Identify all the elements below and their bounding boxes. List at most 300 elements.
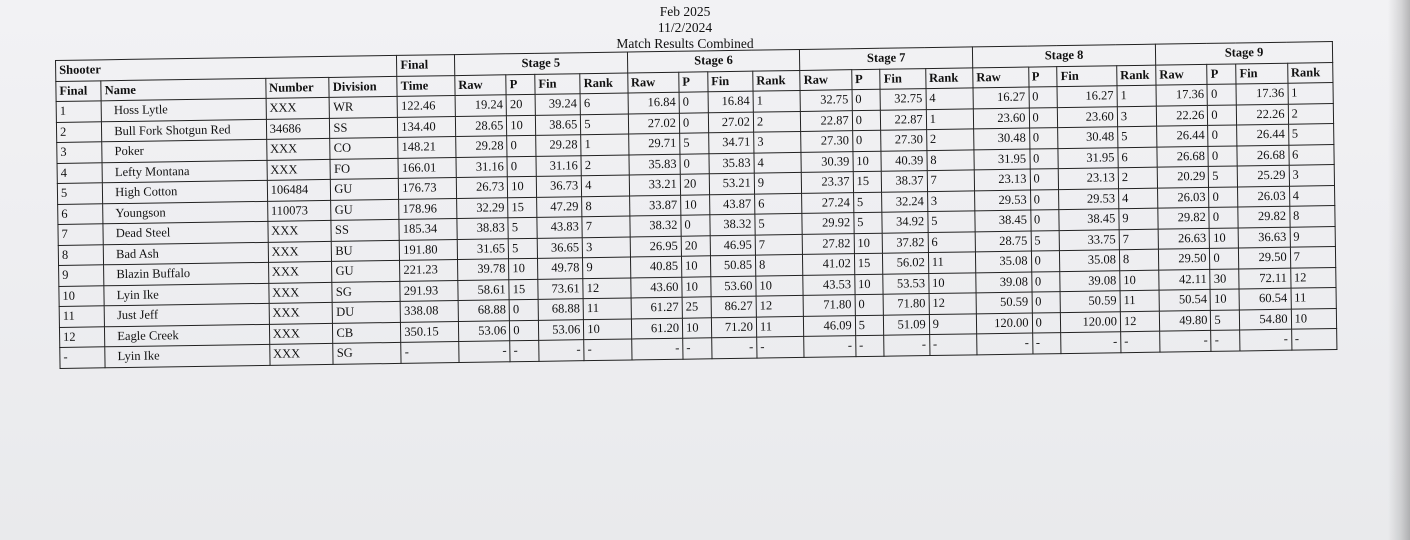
penalty-header: P: [1028, 66, 1057, 87]
stage8-fin-cell: 16.27: [1057, 86, 1117, 107]
stage9-raw-cell: 49.80: [1159, 310, 1211, 331]
stage9-header: Stage 9: [1155, 42, 1332, 65]
stage6-rank-cell: 9: [754, 172, 802, 193]
division-cell: GU: [332, 260, 400, 282]
final-time-cell: 178.96: [399, 198, 457, 219]
stage8-p-cell: 0: [1029, 128, 1058, 149]
stage5-p-cell: 0: [509, 299, 538, 320]
stage6-rank-cell: 4: [754, 152, 802, 173]
stage9-p-cell: 0: [1208, 145, 1237, 166]
final-group-header: Final: [397, 55, 455, 76]
shooter-name-cell: Hoss Lytle: [101, 98, 266, 121]
rank-header: Rank: [1287, 62, 1333, 83]
stage8-rank-cell: 4: [1118, 188, 1157, 209]
final-rank-cell: 5: [57, 183, 103, 204]
stage7-rank-cell: 1: [926, 108, 974, 129]
raw-header: Raw: [1156, 64, 1208, 85]
stage5-fin-cell: 36.65: [537, 237, 583, 258]
stage5-fin-cell: 43.83: [537, 217, 583, 238]
stage7-p-cell: 0: [852, 130, 881, 151]
stage9-fin-cell: 22.26: [1236, 104, 1288, 125]
shooter-group-header: Shooter: [56, 55, 398, 81]
stage6-rank-cell: 3: [754, 131, 802, 152]
stage7-fin-cell: 34.92: [882, 212, 928, 233]
shooter-number-cell: 110073: [267, 200, 331, 221]
stage5-p-cell: 10: [507, 115, 536, 136]
division-cell: CB: [333, 322, 401, 344]
stage5-raw-cell: 39.78: [457, 259, 509, 280]
stage5-rank-cell: 4: [582, 175, 630, 196]
stage6-fin-cell: 50.85: [710, 255, 756, 276]
stage9-rank-cell: 11: [1291, 288, 1337, 309]
stage8-p-cell: 0: [1029, 107, 1058, 128]
report-date: 11/2/2024: [657, 20, 713, 35]
stage7-raw-cell: 23.37: [802, 172, 854, 193]
stage6-rank-cell: -: [757, 336, 805, 357]
stage8-rank-cell: 11: [1120, 290, 1159, 311]
division-cell: SG: [332, 281, 400, 303]
stage7-fin-cell: 32.75: [880, 89, 926, 110]
stage8-raw-cell: 38.45: [975, 210, 1031, 231]
shooter-number-cell: XXX: [269, 302, 333, 323]
stage6-p-cell: 5: [680, 133, 709, 154]
stage8-raw-cell: -: [977, 333, 1033, 354]
stage7-raw-cell: 32.75: [800, 90, 852, 111]
stage9-fin-cell: 29.82: [1238, 206, 1290, 227]
stage9-rank-cell: 1: [1288, 83, 1334, 104]
stage8-rank-cell: 5: [1118, 126, 1157, 147]
stage8-fin-cell: 50.59: [1060, 291, 1120, 312]
stage5-fin-cell: 68.88: [538, 299, 584, 320]
stage9-rank-cell: 2: [1288, 103, 1334, 124]
stage6-p-cell: 20: [681, 235, 710, 256]
raw-header: Raw: [973, 67, 1029, 88]
penalty-header: P: [506, 74, 535, 95]
final-rank-cell: 1: [56, 101, 102, 122]
stage9-raw-cell: 26.44: [1157, 125, 1209, 146]
stage9-raw-cell: 22.26: [1156, 105, 1208, 126]
shooter-name-cell: Youngson: [103, 201, 268, 224]
stage8-rank-cell: 2: [1118, 167, 1157, 188]
stage9-p-cell: 0: [1208, 125, 1237, 146]
stage5-p-cell: 10: [509, 258, 538, 279]
stage8-rank-cell: 6: [1118, 147, 1157, 168]
stage5-raw-cell: 19.24: [455, 95, 507, 116]
penalty-header: P: [679, 71, 708, 92]
division-cell: CO: [330, 137, 398, 159]
stage7-rank-cell: 8: [927, 149, 975, 170]
stage7-rank-cell: 9: [929, 313, 977, 334]
stage7-p-cell: 5: [855, 315, 884, 336]
stage6-rank-cell: 1: [753, 90, 801, 111]
stage6-rank-cell: 12: [756, 295, 804, 316]
stage9-raw-cell: 26.68: [1157, 146, 1209, 167]
results-sheet: [55, 41, 1339, 368]
stage9-fin-cell: -: [1240, 329, 1292, 350]
stage8-p-cell: -: [1032, 333, 1061, 354]
stage5-raw-cell: 68.88: [458, 300, 510, 321]
stage6-raw-cell: 33.21: [629, 174, 681, 195]
stage6-fin-cell: 43.87: [709, 194, 755, 215]
final-rank-cell: 2: [56, 121, 102, 142]
stage5-p-cell: 0: [510, 320, 539, 341]
shooter-name-cell: Bull Fork Shotgun Red: [102, 119, 267, 142]
stage7-p-cell: 15: [853, 171, 882, 192]
stage8-p-cell: 0: [1029, 87, 1058, 108]
screen-edge-shadow: [1388, 0, 1410, 540]
fin-header: Fin: [535, 73, 581, 94]
stage5-fin-cell: 29.28: [536, 135, 582, 156]
stage5-p-cell: 0: [507, 135, 536, 156]
final-time-cell: 185.34: [399, 219, 457, 240]
stage7-rank-cell: -: [929, 334, 977, 355]
stage9-p-cell: 10: [1210, 289, 1239, 310]
stage6-raw-cell: 29.71: [628, 133, 680, 154]
rank-header: Rank: [580, 73, 628, 94]
stage7-p-cell: 5: [854, 212, 883, 233]
stage6-header: Stage 6: [627, 49, 800, 72]
stage7-rank-cell: 4: [926, 88, 974, 109]
stage5-raw-cell: 28.65: [455, 115, 507, 136]
final-time-cell: 176.73: [399, 178, 457, 199]
stage6-raw-cell: 27.02: [628, 113, 680, 134]
stage8-rank-cell: 9: [1119, 208, 1158, 229]
stage9-raw-cell: 20.29: [1157, 166, 1209, 187]
stage5-p-cell: 15: [508, 197, 537, 218]
stage6-raw-cell: 43.60: [630, 277, 682, 298]
division-cell: SS: [331, 219, 399, 241]
stage5-fin-cell: 49.78: [538, 258, 584, 279]
final-rank-cell: 10: [59, 285, 105, 306]
stage9-raw-cell: 29.82: [1158, 207, 1210, 228]
raw-header: Raw: [455, 74, 507, 95]
final-rank-cell: 8: [58, 244, 104, 265]
stage6-p-cell: 0: [679, 92, 708, 113]
raw-header: Raw: [627, 72, 679, 93]
stage7-raw-cell: 29.92: [802, 213, 854, 234]
stage9-p-cell: 0: [1209, 186, 1238, 207]
rank-header: Rank: [925, 67, 973, 88]
stage8-raw-cell: 16.27: [973, 87, 1029, 108]
stage5-rank-cell: 12: [583, 277, 631, 298]
stage8-raw-cell: 120.00: [976, 313, 1032, 334]
stage5-fin-cell: 31.16: [536, 155, 582, 176]
stage5-raw-cell: 53.06: [458, 320, 510, 341]
stage8-rank-cell: 3: [1117, 106, 1156, 127]
stage6-raw-cell: 40.85: [630, 256, 682, 277]
shooter-name-cell: Dead Steel: [103, 221, 268, 244]
stage7-raw-cell: 27.30: [801, 131, 853, 152]
stage6-raw-cell: -: [631, 338, 683, 359]
stage9-raw-cell: -: [1160, 330, 1212, 351]
stage5-fin-cell: 73.61: [538, 278, 584, 299]
final-rank-cell: 7: [58, 224, 104, 245]
stage7-raw-cell: 30.39: [801, 151, 853, 172]
stage5-raw-cell: 29.28: [456, 136, 508, 157]
division-cell: GU: [331, 178, 399, 200]
stage5-rank-cell: 1: [581, 134, 629, 155]
stage7-rank-cell: 10: [928, 272, 976, 293]
stage6-raw-cell: 26.95: [630, 236, 682, 257]
stage5-rank-cell: 9: [583, 257, 631, 278]
stage5-rank-cell: 5: [581, 114, 629, 135]
name-header: Name: [101, 78, 266, 101]
stage9-raw-cell: 50.54: [1159, 289, 1211, 310]
shooter-name-cell: Lyin Ike: [105, 344, 270, 367]
stage9-rank-cell: 4: [1289, 185, 1335, 206]
stage6-raw-cell: 33.87: [629, 195, 681, 216]
shooter-number-cell: XXX: [266, 138, 330, 159]
stage7-fin-cell: 40.39: [881, 150, 927, 171]
final-time-cell: 350.15: [401, 321, 459, 342]
stage6-fin-cell: 16.84: [708, 91, 754, 112]
stage6-rank-cell: 11: [756, 316, 804, 337]
stage8-raw-cell: 28.75: [975, 231, 1031, 252]
stage6-p-cell: 10: [682, 276, 711, 297]
stage8-p-cell: 0: [1030, 189, 1059, 210]
final-rank-header: Final: [56, 80, 102, 101]
stage8-raw-cell: 31.95: [974, 149, 1030, 170]
stage5-fin-cell: 36.73: [536, 176, 582, 197]
stage6-rank-cell: 7: [755, 234, 803, 255]
final-rank-cell: 12: [59, 326, 105, 347]
shooter-name-cell: Eagle Creek: [105, 324, 270, 347]
stage6-raw-cell: 16.84: [628, 92, 680, 113]
stage6-raw-cell: 35.83: [629, 154, 681, 175]
stage9-rank-cell: 8: [1289, 206, 1335, 227]
number-header: Number: [265, 77, 329, 98]
stage6-p-cell: 25: [682, 297, 711, 318]
stage6-fin-cell: 53.21: [709, 173, 755, 194]
stage5-fin-cell: 39.24: [535, 94, 581, 115]
shooter-name-cell: Blazin Buffalo: [104, 262, 269, 285]
shooter-name-cell: Lyin Ike: [104, 283, 269, 306]
stage9-raw-cell: 42.11: [1159, 269, 1211, 290]
stage7-p-cell: 10: [854, 274, 883, 295]
stage7-fin-cell: 71.80: [884, 294, 930, 315]
stage7-rank-cell: 11: [928, 252, 976, 273]
stage6-rank-cell: 8: [755, 254, 803, 275]
stage7-fin-cell: -: [884, 335, 930, 356]
stage7-raw-cell: 43.53: [803, 274, 855, 295]
final-time-cell: 221.23: [400, 260, 458, 281]
shooter-number-cell: XXX: [268, 220, 332, 241]
stage5-raw-cell: 31.65: [457, 238, 509, 259]
stage7-p-cell: 0: [852, 110, 881, 131]
stage6-fin-cell: 86.27: [711, 296, 757, 317]
stage8-raw-cell: 29.53: [975, 190, 1031, 211]
stage8-rank-cell: 1: [1117, 85, 1156, 106]
stage6-p-cell: 0: [681, 215, 710, 236]
stage7-p-cell: 0: [855, 294, 884, 315]
final-time-cell: 134.40: [398, 116, 456, 137]
stage7-fin-cell: 56.02: [883, 253, 929, 274]
stage5-raw-cell: 58.61: [458, 279, 510, 300]
stage9-fin-cell: 26.68: [1237, 145, 1289, 166]
stage6-p-cell: 10: [681, 256, 710, 277]
stage6-p-cell: 10: [682, 317, 711, 338]
stage9-fin-cell: 72.11: [1239, 268, 1291, 289]
stage6-fin-cell: 71.20: [711, 317, 757, 338]
stage7-header: Stage 7: [800, 47, 973, 70]
stage8-rank-cell: 10: [1120, 270, 1159, 291]
fin-header: Fin: [880, 68, 926, 89]
shooter-number-cell: XXX: [266, 97, 330, 118]
final-time-cell: 191.80: [400, 239, 458, 260]
final-rank-cell: 6: [58, 203, 104, 224]
stage5-header: Stage 5: [454, 52, 627, 75]
stage9-fin-cell: 29.50: [1239, 247, 1291, 268]
final-time-cell: 148.21: [398, 137, 456, 158]
division-cell: GU: [331, 199, 399, 221]
stage9-rank-cell: 9: [1290, 226, 1336, 247]
stage7-raw-cell: 41.02: [803, 254, 855, 275]
stage6-p-cell: 10: [681, 194, 710, 215]
stage8-raw-cell: 50.59: [976, 292, 1032, 313]
stage8-rank-cell: 7: [1119, 229, 1158, 250]
stage6-p-cell: 20: [680, 174, 709, 195]
stage8-fin-cell: -: [1061, 332, 1121, 353]
stage5-p-cell: 10: [508, 176, 537, 197]
stage6-fin-cell: 34.71: [708, 132, 754, 153]
stage7-p-cell: 10: [854, 233, 883, 254]
raw-header: Raw: [800, 69, 852, 90]
stage5-p-cell: 20: [506, 94, 535, 115]
stage7-raw-cell: -: [804, 336, 856, 357]
final-time-cell: -: [401, 342, 459, 363]
stage8-raw-cell: 30.48: [974, 128, 1030, 149]
stage8-fin-cell: 30.48: [1058, 127, 1118, 148]
stage7-fin-cell: 27.30: [881, 130, 927, 151]
stage6-p-cell: -: [683, 338, 712, 359]
division-cell: SG: [333, 342, 401, 364]
penalty-header: P: [1207, 63, 1236, 84]
stage9-rank-cell: -: [1291, 329, 1337, 350]
stage8-raw-cell: 35.08: [975, 251, 1031, 272]
stage9-raw-cell: 26.63: [1158, 228, 1210, 249]
stage8-raw-cell: 39.08: [976, 272, 1032, 293]
stage7-p-cell: 5: [853, 192, 882, 213]
final-time-cell: 122.46: [397, 96, 455, 117]
stage8-p-cell: 0: [1031, 251, 1060, 272]
stage6-fin-cell: 27.02: [708, 112, 754, 133]
stage8-p-cell: 0: [1029, 148, 1058, 169]
stage6-raw-cell: 61.20: [631, 318, 683, 339]
stage8-p-cell: 0: [1030, 169, 1059, 190]
stage7-p-cell: -: [855, 335, 884, 356]
stage7-raw-cell: 27.82: [802, 233, 854, 254]
fin-header: Fin: [1057, 65, 1117, 86]
stage6-raw-cell: 61.27: [631, 297, 683, 318]
rank-header: Rank: [1117, 65, 1156, 86]
stage5-rank-cell: 8: [582, 195, 630, 216]
stage6-p-cell: 0: [680, 153, 709, 174]
stage6-fin-cell: 38.32: [710, 214, 756, 235]
stage5-raw-cell: 32.29: [456, 197, 508, 218]
stage8-p-cell: 0: [1031, 271, 1060, 292]
stage7-p-cell: 15: [854, 253, 883, 274]
stage8-fin-cell: 39.08: [1060, 270, 1120, 291]
stage6-fin-cell: 35.83: [709, 153, 755, 174]
stage5-p-cell: 15: [509, 279, 538, 300]
rank-header: Rank: [753, 70, 801, 91]
stage7-rank-cell: 6: [928, 231, 976, 252]
stage7-fin-cell: 51.09: [884, 314, 930, 335]
stage5-rank-cell: 11: [583, 298, 631, 319]
stage5-fin-cell: 53.06: [538, 319, 584, 340]
stage8-rank-cell: 8: [1119, 249, 1158, 270]
stage5-fin-cell: 38.65: [535, 114, 581, 135]
stage6-rank-cell: 10: [756, 275, 804, 296]
stage8-fin-cell: 29.53: [1059, 188, 1119, 209]
stage5-raw-cell: -: [459, 341, 511, 362]
division-header: Division: [329, 76, 397, 98]
stage9-fin-cell: 36.63: [1238, 227, 1290, 248]
stage7-fin-cell: 22.87: [881, 109, 927, 130]
stage5-p-cell: 0: [507, 156, 536, 177]
stage6-raw-cell: 38.32: [629, 215, 681, 236]
division-cell: FO: [330, 158, 398, 180]
stage5-raw-cell: 26.73: [456, 177, 508, 198]
stage8-fin-cell: 23.13: [1059, 168, 1119, 189]
final-rank-cell: 9: [59, 265, 105, 286]
stage9-fin-cell: 54.80: [1240, 309, 1292, 330]
fin-header: Fin: [1236, 63, 1288, 84]
stage5-raw-cell: 31.16: [456, 156, 508, 177]
stage9-fin-cell: 60.54: [1239, 288, 1291, 309]
stage9-fin-cell: 17.36: [1236, 83, 1288, 104]
shooter-number-cell: XXX: [268, 261, 332, 282]
division-cell: WR: [329, 96, 397, 118]
stage9-rank-cell: 6: [1288, 144, 1334, 165]
stage5-raw-cell: 38.83: [457, 218, 509, 239]
shooter-number-cell: 34686: [266, 118, 330, 139]
stage5-rank-cell: -: [584, 339, 632, 360]
stage7-rank-cell: 5: [928, 211, 976, 232]
stage9-p-cell: 5: [1211, 309, 1240, 330]
stage7-rank-cell: 3: [927, 190, 975, 211]
stage9-p-cell: 0: [1209, 207, 1238, 228]
stage8-fin-cell: 38.45: [1059, 209, 1119, 230]
stage7-raw-cell: 71.80: [803, 295, 855, 316]
final-time-cell: 166.01: [398, 157, 456, 178]
stage8-fin-cell: 35.08: [1060, 250, 1120, 271]
stage7-fin-cell: 38.37: [882, 171, 928, 192]
stage8-fin-cell: 33.75: [1059, 229, 1119, 250]
stage8-p-cell: 0: [1030, 210, 1059, 231]
shooter-number-cell: XXX: [268, 241, 332, 262]
stage9-p-cell: 10: [1210, 227, 1239, 248]
shooter-number-cell: XXX: [269, 323, 333, 344]
stage8-raw-cell: 23.13: [974, 169, 1030, 190]
stage8-rank-cell: -: [1121, 331, 1160, 352]
stage9-raw-cell: 17.36: [1156, 84, 1208, 105]
stage7-fin-cell: 37.82: [883, 232, 929, 253]
stage7-rank-cell: 7: [927, 170, 975, 191]
stage8-fin-cell: 31.95: [1058, 147, 1118, 168]
stage9-rank-cell: 5: [1288, 124, 1334, 145]
shooter-name-cell: Bad Ash: [103, 242, 268, 265]
stage5-rank-cell: 2: [581, 155, 629, 176]
fin-header: Fin: [707, 71, 753, 92]
final-time-cell: 338.08: [400, 301, 458, 322]
stage9-p-cell: -: [1211, 330, 1240, 351]
stage8-fin-cell: 120.00: [1061, 311, 1121, 332]
stage8-rank-cell: 12: [1120, 311, 1159, 332]
results-table: [55, 41, 1337, 368]
stage9-fin-cell: 26.03: [1238, 186, 1290, 207]
stage5-p-cell: -: [510, 340, 539, 361]
